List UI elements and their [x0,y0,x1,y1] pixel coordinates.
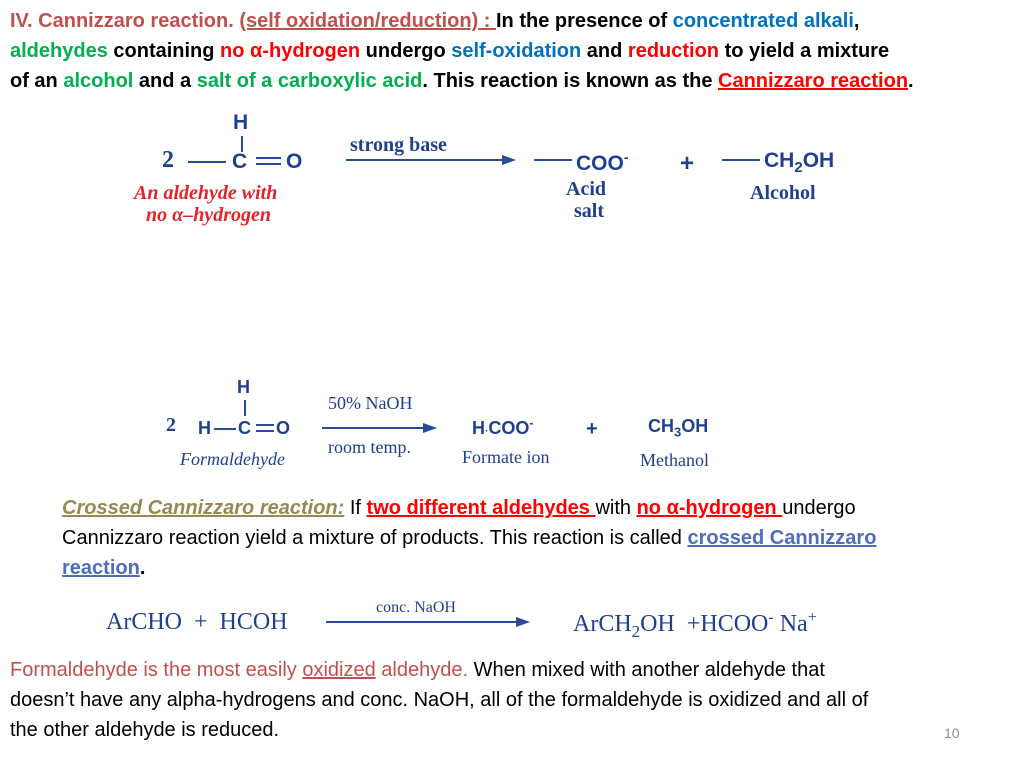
r2-arrow-head [423,423,437,433]
r1-ch-text: CH [764,149,795,172]
r2-h-text: H [472,418,485,438]
r1-product-coo [576,149,629,176]
crossed-paragraph [62,493,1012,583]
r1-coefficient: 2 [162,147,174,173]
r1-plus: + [680,150,695,177]
crossed-text: Cannizzaro reaction yield a mixture of products. This reaction is called [62,527,688,549]
r1-condition: strong base [350,134,447,156]
footer-text-highlight: Formaldehyde is the most easily [10,659,303,681]
footer-text: When mixed with another aldehyde that [468,659,825,681]
r2-atom-c: C [238,418,251,438]
r1-oh-text: OH [802,149,835,172]
term-crossed-no-alpha: no α-hydrogen [636,497,783,519]
term-concentrated-alkali: concentrated alkali [672,10,854,32]
r1-coo-charge: - [623,149,629,165]
crossed-line-2 [62,523,1012,553]
term-reduction: reduction [627,40,720,62]
r3-products [573,609,817,642]
crossed-line-3 [62,553,1012,583]
crossed-text: undergo [782,497,856,519]
page-number: 10 [944,725,960,741]
r2-coefficient: 2 [166,414,176,436]
r1-product-ch2oh [764,149,834,176]
r2-sub-3: 3 [674,424,682,440]
r2-coo-charge: - [529,416,534,430]
intro-text: undergo [360,40,452,62]
term-no-alpha-hydrogen: no α-hydrogen [220,40,361,62]
r2-ch-text: CH [648,416,674,436]
r3-charge-plus: + [807,609,817,626]
r2-condition-top: 50% NaOH [328,393,413,413]
r3-arrow-head [516,617,530,627]
intro-text: containing [107,40,221,62]
r2-product-formate: H·COO- [472,416,534,438]
footer-line-2: doesn’t have any alpha-hydrogens and conc. NaOH, all of the formaldehyde is oxidized and all of [10,689,869,711]
r1-sub-2: 2 [794,159,803,177]
footer-line-1 [10,655,1020,685]
r3-condition: conc. NaOH [376,599,456,616]
r1-product1-label-1: Acid [566,178,606,200]
term-alcohol: alcohol [63,70,134,92]
term-aldehydes: aldehydes [10,40,108,62]
term-self-oxidation: self-oxidation [451,40,582,62]
term-cannizzaro-reaction: Cannizzaro reaction [718,70,909,92]
term-crossed-reaction: reaction [62,557,140,579]
term-two-different-aldehydes: two different aldehydes [366,497,596,519]
intro-text: . [908,70,914,92]
r1-product1-label-2: salt [574,200,604,222]
r1-atom-h: H [233,111,249,134]
r1-product2-label: Alcohol [750,182,816,204]
r2-atom-h-top: H [237,377,250,397]
intro-text: and a [133,70,197,92]
crossed-text: . [139,557,146,579]
r3-na-text: Na [773,611,808,637]
crossed-text: with [595,497,637,519]
r1-reactant-label-1: An aldehyde with [134,182,278,204]
section-heading: IV. Cannizzaro reaction. [10,10,240,32]
footer-text-highlight: aldehyde. [375,659,469,681]
r2-product-methanol [648,416,708,440]
term-salt: salt of a carboxylic acid [196,70,423,92]
r1-arrow-head [502,155,516,165]
r3-charge-minus: - [768,609,774,626]
intro-text: In the presence of [496,10,673,32]
r3-sub-2: 2 [631,621,641,641]
r2-product2-label: Methanol [640,450,709,470]
r2-plus: + [586,418,598,440]
footer-line-3: the other aldehyde is reduced. [10,719,280,741]
crossed-line-1 [62,493,1012,523]
crossed-title: Crossed Cannizzaro reaction: [62,497,345,519]
intro-text: and [581,40,628,62]
r1-atom-c: C [232,150,248,173]
r2-atom-o: O [276,418,291,438]
term-crossed-cannizzaro: crossed Cannizzaro [687,527,877,549]
r1-coo-text: COO [576,152,624,175]
r2-oh-text: OH [681,416,709,436]
r2-coo-text: COO [488,418,530,438]
r2-reactant-label: Formaldehyde [180,449,285,469]
heading-parenthetical: (self oxidation/reduction) : [239,10,496,32]
r2-product1-label: Formate ion [462,447,550,467]
r3-arch-text: ArCH [573,611,632,637]
intro-text: to yield a mixture [719,40,890,62]
footer-paragraph [10,655,1020,745]
intro-text: of an [10,70,64,92]
intro-text: , [853,10,860,32]
r1-reactant-label-2: no α–hydrogen [146,204,271,226]
term-oxidized: oxidized [302,659,376,681]
r2-condition-bottom: room temp. [328,437,411,457]
r2-atom-h-left: H [198,418,211,438]
r3-reactants: ArCHO + HCOH [106,609,288,635]
r3-oh-hcoo-text: OH +HCOO [640,611,769,637]
intro-text: . This reaction is known as the [422,70,718,92]
crossed-text: If [349,497,367,519]
r1-atom-o: O [286,150,303,173]
